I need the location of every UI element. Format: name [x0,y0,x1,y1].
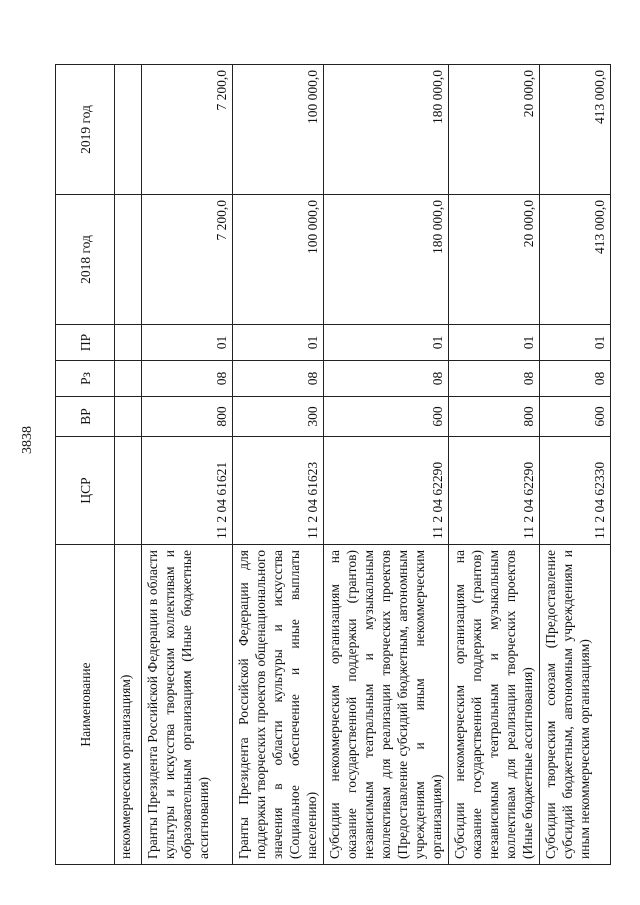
row-2019: 100 000,0 [233,65,324,195]
table-row [540,65,611,865]
row-csr: 11 2 04 62330 [540,437,611,545]
row-2018: 100 000,0 [233,195,324,325]
row-2018: 20 000,0 [449,195,540,325]
row-rz: 08 [324,361,449,397]
budget-table-sheet [55,65,607,865]
header-rz: Рз [56,361,115,397]
row-2018 [115,195,142,325]
row-csr: 11 2 04 62290 [449,437,540,545]
table-header-row [56,65,115,865]
row-rz [115,361,142,397]
row-pr: 01 [449,325,540,361]
header-2018: 2018 год [56,195,115,325]
table-row [115,65,142,865]
header-name: Наименование [56,545,115,865]
row-2018: 413 000,0 [540,195,611,325]
row-name: Субсидии некоммерческим организациям на оказание государственной поддержки (грантов) независимым театральным и музыкальным коллективам для реализации творческих проектов (Иные бюджетные ассигнования) [449,545,540,865]
row-2019 [115,65,142,195]
row-csr: 11 2 04 61623 [233,437,324,545]
row-rz: 08 [540,361,611,397]
row-csr: 11 2 04 61621 [142,437,233,545]
page-number: 3838 [20,426,35,454]
row-vr [115,397,142,437]
row-2019: 413 000,0 [540,65,611,195]
row-pr: 01 [233,325,324,361]
row-pr: 01 [324,325,449,361]
row-2019: 20 000,0 [449,65,540,195]
table-row [449,65,540,865]
header-pr: ПР [56,325,115,361]
row-2018: 7 200,0 [142,195,233,325]
table-row [233,65,324,865]
row-name: некоммерческим организациям) [115,545,142,865]
row-csr [115,437,142,545]
row-csr: 11 2 04 62290 [324,437,449,545]
row-2019: 180 000,0 [324,65,449,195]
row-name: Гранты Президента Российской Федерации для поддержки творческих проектов общенационального значения в области культуры и искусства (Социальное обеспечение и иные выплаты населению) [233,545,324,865]
row-name: Гранты Президента Российской Федерации в области культуры и искусства творческим коллективам и образовательным организациям (Иные бюджетные ассигнования) [142,545,233,865]
row-2018: 180 000,0 [324,195,449,325]
row-pr: 01 [142,325,233,361]
row-vr: 600 [324,397,449,437]
row-2019: 7 200,0 [142,65,233,195]
row-name: Субсидии некоммерческим организациям на оказание государственной поддержки (грантов) независимым театральным и музыкальным коллективам для реализации творческих проектов (Предоставление субсидий бюджетным, автономным учреждениям и иным некоммерческим организациям) [324,545,449,865]
row-vr: 800 [142,397,233,437]
row-rz: 08 [449,361,540,397]
row-rz: 08 [142,361,233,397]
row-pr: 01 [540,325,611,361]
table-row [324,65,449,865]
budget-table [55,64,611,865]
table-row [142,65,233,865]
row-name: Субсидии творческим союзам (Предоставление субсидий бюджетным, автономным учреждениям и иным некоммерческим организациям) [540,545,611,865]
row-vr: 600 [540,397,611,437]
header-csr: ЦСР [56,437,115,545]
row-pr [115,325,142,361]
row-vr: 300 [233,397,324,437]
header-2019: 2019 год [56,65,115,195]
header-vr: ВР [56,397,115,437]
row-vr: 800 [449,397,540,437]
row-rz: 08 [233,361,324,397]
